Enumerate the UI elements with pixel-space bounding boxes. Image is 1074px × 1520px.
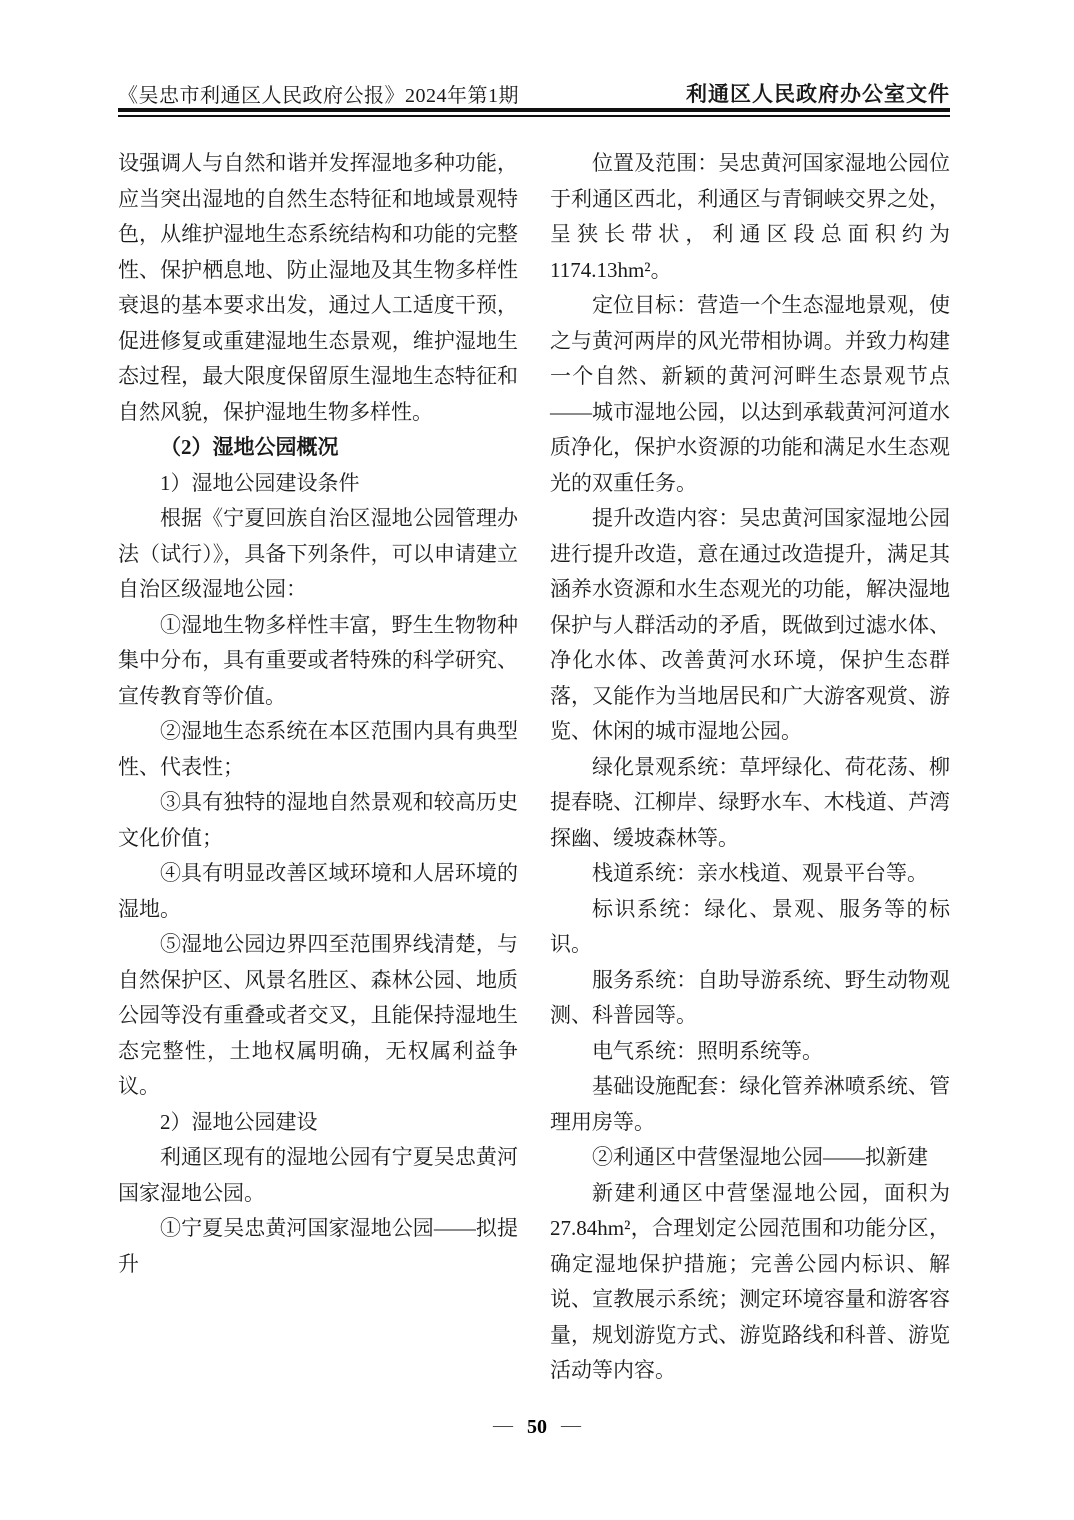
paragraph-infrastructure: 基础设施配套：绿化管养淋喷系统、管理用房等。	[550, 1074, 950, 1134]
paragraph-location-scope: 位置及范围：吴忠黄河国家湿地公园位于利通区西北，利通区与青铜峡交界之处，呈狭长带状，利通区段总面积约为 1174.13hm²。	[550, 151, 950, 282]
paragraph: 利通区现有的湿地公园有宁夏吴忠黄河国家湿地公园。	[118, 1145, 518, 1205]
list-item-park-2-title: ②利通区中营堡湿地公园——拟新建	[592, 1145, 928, 1169]
page-number: 50	[527, 1416, 547, 1438]
paragraph: 根据《宁夏回族自治区湿地公园管理办法（试行）》，具备下列条件，可以申请建立自治区级湿地公园：	[118, 506, 518, 601]
left-column	[118, 146, 518, 1389]
list-item-condition-3: ③具有独特的湿地自然景观和较高历史文化价值；	[118, 790, 518, 850]
footer-dash-left: —	[493, 1414, 513, 1436]
paragraph-new-park-plan: 新建利通区中营堡湿地公园，面积为27.84hm²，合理划定公园范围和功能分区，确定湿地保护措施；完善公园内标识、解说、宣教展示系统；测定环境容量和游客容量，规划游览方式、游览路线和科普、游览活动等内容。	[550, 1180, 950, 1382]
paragraph-greening-landscape-system: 绿化景观系统：草坪绿化、荷花荡、柳提春晓、江柳岸、绿野水车、木栈道、芦湾探幽、缓坡森林等。	[550, 754, 950, 850]
list-item-park-1-title: ①宁夏吴忠黄河国家湿地公园——拟提升	[118, 1216, 518, 1276]
paragraph-service-system: 服务系统：自助导游系统、野生动物观测、科普园等。	[550, 967, 950, 1027]
paragraph-upgrade-content: 提升改造内容：吴忠黄河国家湿地公园进行提升改造，意在通过改造提升，满足其涵养水资源和水生态观光的功能，解决湿地保护与人群活动的矛盾，既做到过滤水体、净化水体、改善黄河水环境，保护生态群落，又能作为当地居民和广大游客观赏、游览、休闲的城市湿地公园。	[550, 506, 950, 743]
subsection-heading-park-construction: 2）湿地公园建设	[160, 1109, 318, 1134]
paragraph-electrical-system: 电气系统：照明系统等。	[592, 1038, 823, 1063]
list-item-condition-4: ④具有明显改善区域环境和人居环境的湿地。	[118, 861, 518, 921]
list-item-condition-5: ⑤湿地公园边界四至范围界线清楚，与自然保护区、风景名胜区、森林公园、地质公园等没有重叠或者交叉，且能保持湿地生态完整性，土地权属明确，无权属利益争议。	[118, 932, 518, 1098]
footer-dash-right: —	[561, 1414, 581, 1436]
header-divider-rule	[118, 108, 950, 117]
paragraph-continuation: 设强调人与自然和谐并发挥湿地多种功能，应当突出湿地的自然生态特征和地域景观特色，从维护湿地生态系统结构和功能的完整性、保护栖息地、防止湿地及其生物多样性衰退的基本要求出发，通过人工适度干预，促进修复或重建湿地生态景观，维护湿地生态过程，最大限度保留原生湿地生态特征和自然风貌，保护湿地生物多样性。	[118, 151, 518, 424]
document-body	[118, 146, 950, 1389]
page-header	[118, 78, 950, 108]
paragraph-boardwalk-system: 栈道系统：亲水栈道、观景平台等。	[592, 861, 928, 885]
page-footer	[0, 1413, 1074, 1441]
list-item-condition-2: ②湿地生态系统在本区范围内具有典型性、代表性；	[118, 719, 518, 779]
section-heading-wetland-park-overview: （2）湿地公园概况	[160, 435, 339, 459]
header-document-category: 利通区人民政府办公室文件	[686, 83, 950, 106]
list-item-condition-1: ①湿地生物多样性丰富，野生生物物种集中分布，具有重要或者特殊的科学研究、宣传教育等价值。	[118, 612, 518, 708]
subsection-heading-construction-conditions: 1）湿地公园建设条件	[160, 470, 360, 495]
paragraph-signage-system: 标识系统：绿化、景观、服务等的标识。	[550, 896, 950, 956]
paragraph-positioning-goal: 定位目标：营造一个生态湿地景观，使之与黄河两岸的风光带相协调。并致力构建一个自然、新颖的黄河河畔生态景观节点——城市湿地公园，以达到承载黄河河道水质净化，保护水资源的功能和满足水生态观光的双重任务。	[550, 293, 950, 495]
header-gazette-title: 《吴忠市利通区人民政府公报》2024年第1期	[118, 85, 519, 107]
right-column	[550, 146, 950, 1389]
